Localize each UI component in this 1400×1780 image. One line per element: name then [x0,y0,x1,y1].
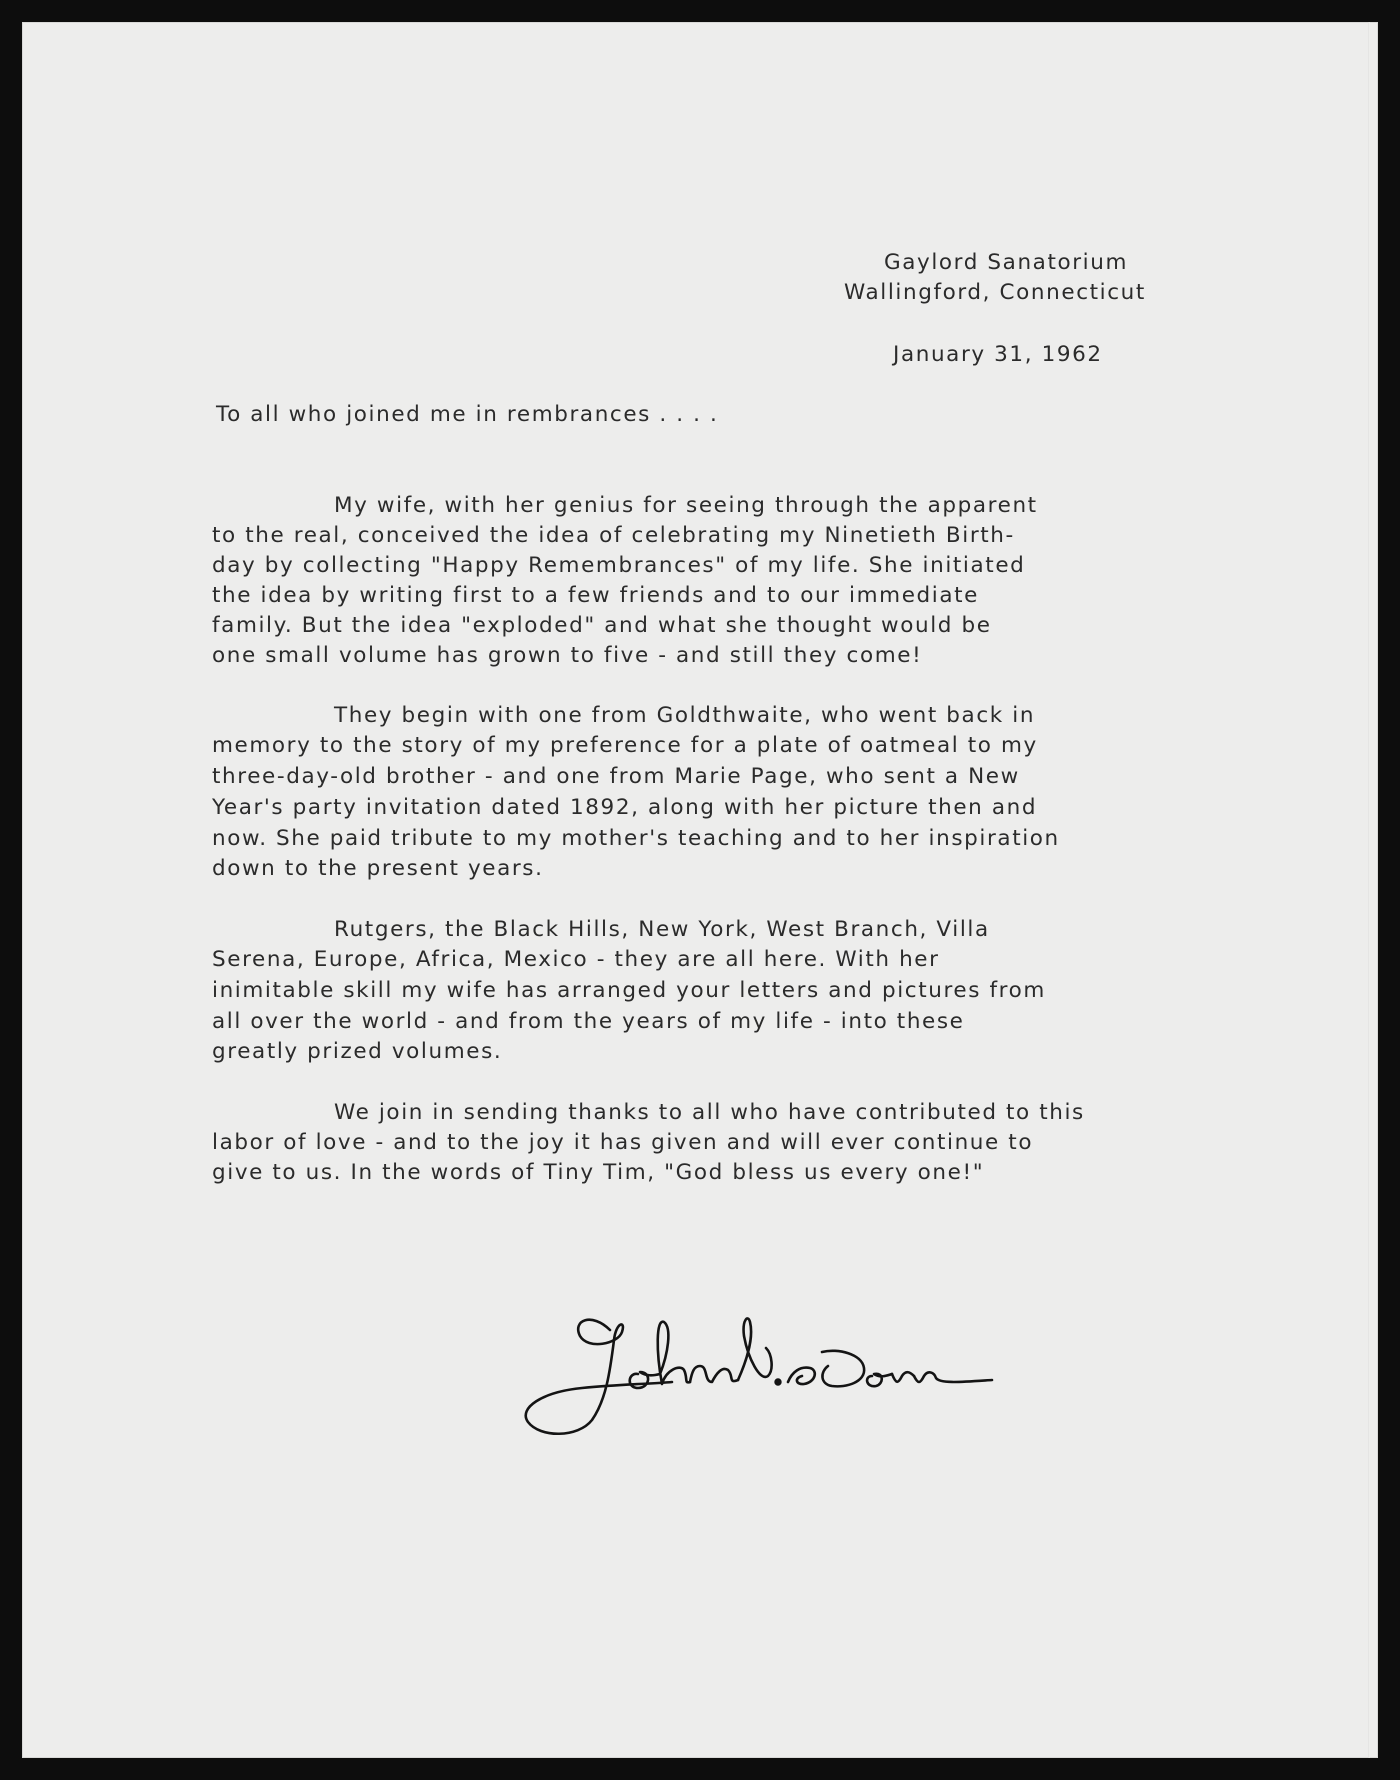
paragraph-3-line: Rutgers, the Black Hills, New York, West Branch, Villa [334,917,990,942]
paragraph-1-line: day by collecting "Happy Remembrances" of my life. She initiated [212,553,1026,578]
paragraph-3-line: inimitable skill my wife has arranged your letters and pictures from [212,978,1046,1003]
paragraph-4-line: We join in sending thanks to all who have contributed to this [334,1100,1085,1125]
paragraph-4-line: labor of love - and to the joy it has given and will ever continue to [212,1130,1034,1155]
paragraph-1-line: My wife, with her genius for seeing through the apparent [334,493,1038,518]
letter-body [22,22,1378,1758]
letter-sheet [22,22,1378,1758]
address-line-1: Gaylord Sanatorium [884,250,1129,275]
salutation: To all who joined me in rembrances . . . . [216,402,719,427]
paragraph-2-line: memory to the story of my preference for a plate of oatmeal to my [212,733,1038,758]
paragraph-1-line: the idea by writing first to a few friends and to our immediate [212,583,979,608]
signature [522,1292,1002,1442]
paragraph-1-line: one small volume has grown to five - and still they come! [212,643,923,668]
paragraph-2-line: Year's party invitation dated 1892, along with her picture then and [212,795,1038,820]
paragraph-3-line: Serena, Europe, Africa, Mexico - they are all here. With her [212,947,940,972]
letter-date: January 31, 1962 [893,342,1103,367]
paragraph-4-line: give to us. In the words of Tiny Tim, "God bless us every one!" [212,1160,985,1185]
paper-fold [1368,22,1370,1758]
paragraph-3-line: all over the world - and from the years of my life - into these [212,1009,965,1034]
address-line-2: Wallingford, Connecticut [844,280,1146,305]
paragraph-2-line: They begin with one from Goldthwaite, who went back in [334,703,1036,728]
paragraph-2-line: three-day-old brother - and one from Marie Page, who sent a New [212,764,1020,789]
paragraph-2-line: now. She paid tribute to my mother's teaching and to her inspiration [212,826,1060,851]
paragraph-1-line: to the real, conceived the idea of celebrating my Ninetieth Birth- [212,523,1015,548]
paragraph-2-line: down to the present years. [212,856,544,881]
paragraph-1-line: family. But the idea "exploded" and what she thought would be [212,613,992,638]
paragraph-3-line: greatly prized volumes. [212,1039,503,1064]
